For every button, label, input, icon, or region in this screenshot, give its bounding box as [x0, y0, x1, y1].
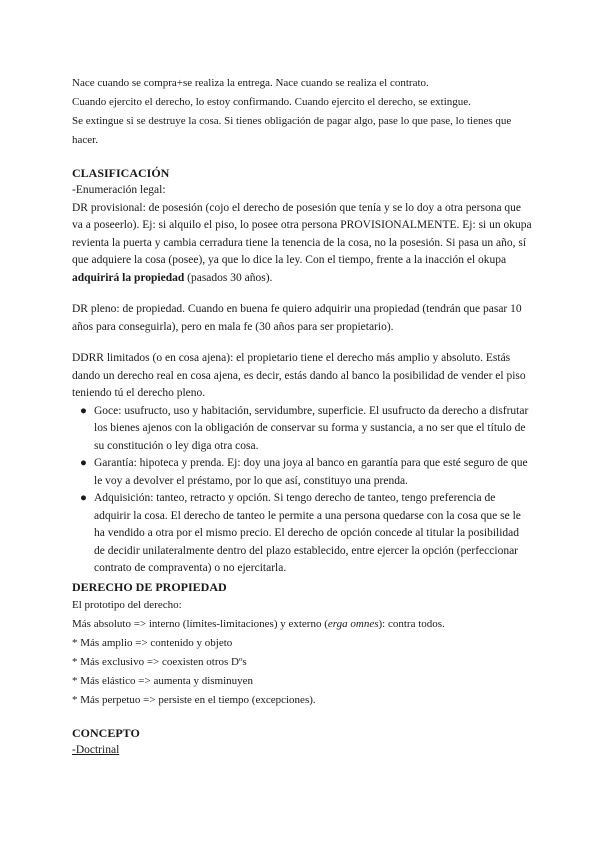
absoluto-text: Más absoluto => interno (límites-limitaciones) y externo ( [72, 617, 328, 630]
dr-provisional-text: DR provisional: de posesión (cojo el derecho de posesión que tenía y se lo doy a otra persona que va a poseerlo). Ej: si alquilo el piso, lo posee otra persona PROVISIONALMENTE. Ej: si un okupa revienta la puerta y cambia cerradura tiene la tenencia de la cosa, no la posesión. Si pasa un año, sí que adquiere la cosa (posee), ya que lo dice la ley. Con el tiempo, frente a la inacción el okupa [72, 201, 532, 266]
derecho-propiedad-heading: DERECHO DE PROPIEDAD [72, 579, 227, 594]
ddrr-bullet-list [72, 403, 532, 578]
bullet-icon: ● [80, 457, 87, 469]
bullet-icon: ● [80, 404, 87, 417]
list-item-adquisicion [72, 490, 532, 578]
item-perpetuo: * Más perpetuo => persiste en el tiempo (excepciones). [72, 693, 316, 706]
dr-provisional-paragraph [72, 200, 532, 288]
list-item-garantia [72, 455, 532, 490]
list-item-text: Goce: usufructo, uso y habitación, servidumbre, superficie. El usufructo da derecho a disfrutar los bienes ajenos con la obligación de conservar su forma y sustancia, a no ser que el título de su constitución o ley diga otra cosa. [94, 404, 529, 452]
absoluto-line [72, 615, 532, 634]
doctrinal-subheading: -Doctrinal [72, 743, 120, 756]
item-amplio: * Más amplio => contenido y objeto [72, 636, 233, 649]
intro-line-3: Se extingue si se destruye la cosa. Si tienes obligación de pagar algo, pase lo que pase, lo tienes que hacer. [72, 115, 512, 146]
list-item-goce [72, 403, 532, 456]
absoluto-end: ): contra todos. [378, 617, 445, 630]
list-item-text: Adquisición: tanteo, retracto y opción. Si tengo derecho de tanteo, tengo preferencia de adquirir la cosa. El derecho de tanteo le permite a una persona quedarse con la cosa que se le ha vendido a otra por el mismo precio. El derecho de opción concede al titular la posibilidad de decidir unilateralmente dentro del plazo establecido, entre ejercer la opción (perfeccionar contrato de compraventa) o no ejercitarla. [94, 492, 521, 574]
clasificacion-heading: CLASIFICACIÓN [72, 166, 170, 180]
enumeracion-legal: -Enumeración legal: [72, 184, 166, 196]
dr-pleno-paragraph: DR pleno: de propiedad. Cuando en buena fe quiero adquirir una propiedad (tendrán que pasar 10 años para conseguirla), pero en mala fe (30 años para ser propietario). [72, 303, 522, 333]
ddrr-limitados-paragraph: DDRR limitados (o en cosa ajena): el propietario tiene el derecho más amplio y absoluto. Estás dando un derecho real en cosa ajena, es decir, estás dando al banco la posibilidad de vender el piso teniendo tú el derecho pleno. [72, 352, 526, 399]
erga-omnes-italic: erga omnes [327, 617, 379, 630]
dr-provisional-bold: adquirirá la propiedad [72, 271, 185, 284]
document-page [72, 74, 532, 759]
dr-provisional-end: (pasados 30 años). [184, 271, 273, 284]
list-item-text: Garantía: hipoteca y prenda. Ej: doy una joya al banco en garantía para que esté seguro de que le voy a devolver el préstamo, por lo que así, constituyo una prenda. [94, 457, 528, 487]
item-elastico: * Más elástico => aumenta y disminuyen [72, 674, 254, 687]
intro-line-1: Nace cuando se compra+se realiza la entrega. Nace cuando se realiza el contrato. [72, 77, 429, 89]
intro-line-2: Cuando ejercito el derecho, lo estoy confirmando. Cuando ejercito el derecho, se extingue. [72, 96, 471, 108]
bullet-icon: ● [80, 492, 87, 504]
prototipo-line: El prototipo del derecho: [72, 598, 182, 611]
item-exclusivo: * Más exclusivo => coexisten otros Dºs [72, 655, 247, 668]
concepto-heading: CONCEPTO [72, 725, 140, 740]
